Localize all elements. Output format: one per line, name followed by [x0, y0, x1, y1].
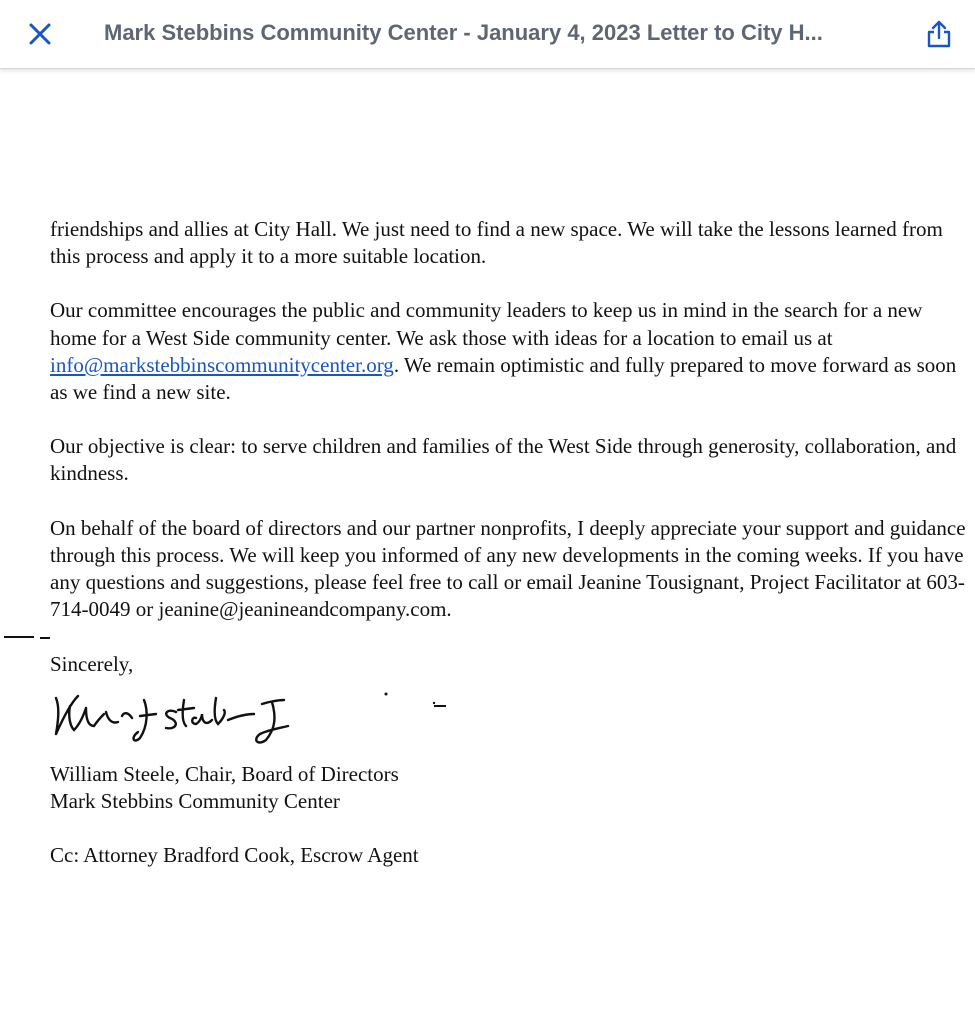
- committee-text-after-link: . We remain optimistic and fully prepared to move forward as soon as we find a new site.: [50, 352, 957, 405]
- cc-line: Cc: Attorney Bradford Cook, Escrow Agent: [50, 843, 419, 867]
- paragraph-objective: Our objective is clear: to serve children and families of the West Side through generosity, collaboration, and kindness.: [50, 434, 957, 486]
- signer-name-title: William Steele, Chair, Board of Directors: [50, 762, 399, 786]
- paragraph-appreciation: On behalf of the board of directors and our partner nonprofits, I deeply appreciate your support and guidance through this process. We will keep you informed of any new developments in the coming weeks. If you have any questions and suggestions, please feel free to call or email Jeanine Tousignant, Project Facilitator at 603-714-0049 or jeanine@jeanineandcompany.com.: [50, 515, 966, 622]
- email-link[interactable]: info@markstebbinscommunitycenter.org: [50, 352, 394, 377]
- closing: Sincerely,: [50, 652, 134, 676]
- paragraph-friendships: friendships and allies at City Hall. We just need to find a new space. We will take the lessons learned from this process and apply it to a more suitable location.: [50, 217, 943, 269]
- letter-body: [50, 216, 970, 650]
- paragraph-committee: [50, 297, 970, 406]
- share-button[interactable]: [920, 15, 958, 53]
- signer-block: [50, 761, 399, 815]
- committee-text-before-link: Our committee encourages the public and community leaders to keep us in mind in the search for a new home for a West Side community center. We ask those with ideas for a location to email us at: [50, 298, 923, 350]
- share-icon: [926, 20, 952, 48]
- signer-organization: Mark Stebbins Community Center: [50, 789, 340, 813]
- close-button[interactable]: [22, 16, 58, 52]
- document-viewer-header: [0, 0, 975, 69]
- close-icon: [28, 22, 52, 46]
- scan-mark-left: [0, 632, 60, 642]
- handwritten-signature: [48, 686, 308, 750]
- document-title: Mark Stebbins Community Center - January 4, 2023 Letter to City H...: [104, 20, 823, 45]
- scan-mark-right: [380, 690, 450, 710]
